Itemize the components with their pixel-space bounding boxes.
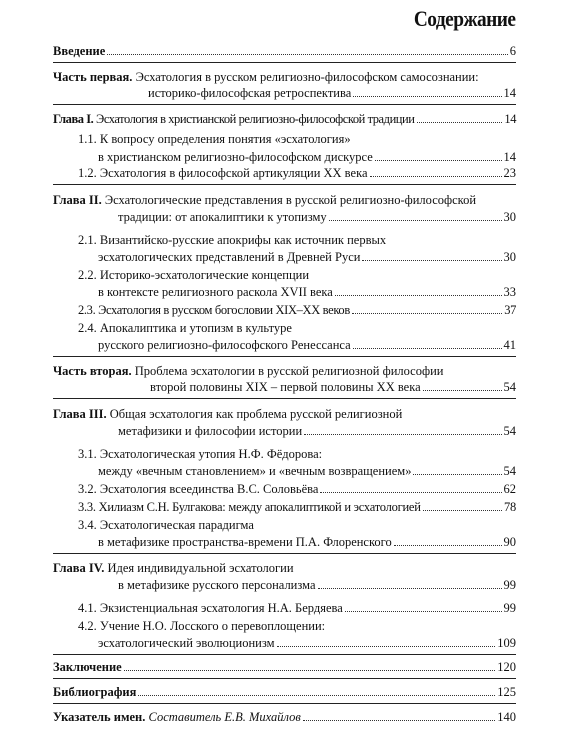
toc-label: Часть вторая. — [53, 364, 132, 378]
toc-label: Глава III. — [53, 407, 107, 421]
toc-entry-2-4-line1[interactable] — [78, 321, 516, 335]
separator — [53, 398, 516, 399]
toc-entry-3-1-line1[interactable] — [78, 447, 516, 461]
leader-dots — [394, 535, 502, 546]
toc-text: 2.3. Эсхатология в русском богословии XIX–XX веков — [78, 303, 350, 317]
leader-dots — [413, 464, 501, 475]
toc-entry-ch2-line2[interactable] — [118, 210, 516, 224]
toc-page: 14 — [504, 112, 516, 126]
toc-page: 99 — [503, 601, 516, 615]
toc-entry-2-3[interactable] — [78, 303, 516, 317]
toc-page: 54 — [503, 424, 516, 438]
toc-text: эсхатологический эволюционизм — [98, 636, 275, 650]
toc-label: Заключение — [53, 660, 122, 674]
leader-dots — [303, 710, 495, 721]
leader-dots — [304, 424, 501, 435]
toc-entry-ch1[interactable] — [53, 112, 516, 126]
page-title: Содержание — [413, 6, 515, 31]
toc-author: Составитель Е.В. Михайлов — [148, 710, 301, 724]
toc-entry-index[interactable] — [53, 710, 516, 724]
toc-entry-4-1[interactable] — [78, 601, 516, 615]
toc-entry-4-2-line2[interactable] — [98, 636, 516, 650]
toc-entry-ch2-line1[interactable] — [53, 193, 516, 207]
toc-entry-ch4-line2[interactable] — [118, 578, 516, 592]
toc-entry-intro[interactable] — [53, 44, 516, 58]
toc-page: 62 — [503, 482, 516, 496]
leader-dots — [107, 44, 507, 55]
leader-dots — [124, 660, 496, 671]
leader-dots — [277, 636, 496, 647]
leader-dots — [335, 285, 502, 296]
separator — [53, 184, 516, 185]
separator — [53, 104, 516, 105]
separator — [53, 678, 516, 679]
separator — [53, 553, 516, 554]
toc-text: эсхатологических представлений в Древней Руси — [98, 250, 361, 264]
toc-page: 23 — [503, 166, 516, 180]
toc-entry-3-4-line1[interactable] — [78, 518, 516, 532]
toc-text: Проблема эсхатологии в русской религиозной философии — [134, 364, 444, 378]
toc-text: 4.1. Экзистенциальная эсхатология Н.А. Бердяева — [78, 601, 343, 615]
toc-text: 4.2. Учение Н.О. Лосского о перевоплощении: — [78, 619, 326, 633]
toc-entry-part1-line2[interactable] — [148, 86, 516, 100]
toc-entry-part2-line1[interactable] — [53, 364, 516, 378]
toc-page: 14 — [503, 86, 516, 100]
toc-text: Общая эсхатология как проблема русской религиозной — [109, 407, 403, 421]
leader-dots — [352, 303, 502, 314]
toc-text: 1.1. К вопросу определения понятия «эсхатология» — [78, 132, 351, 146]
toc-page: 99 — [503, 578, 516, 592]
toc-page: 140 — [497, 710, 516, 724]
leader-dots — [345, 601, 502, 612]
toc-entry-3-1-line2[interactable] — [98, 464, 516, 478]
toc-entry-2-1-line2[interactable] — [98, 250, 516, 264]
toc-text: 3.2. Эсхатология всеединства В.С. Соловьёва — [78, 482, 319, 496]
separator — [53, 62, 516, 63]
toc-text: в метафизике русского персонализма — [118, 578, 316, 592]
toc-entry-ch3-line2[interactable] — [118, 424, 516, 438]
toc-page: 54 — [503, 380, 516, 394]
separator — [53, 703, 516, 704]
toc-text: 1.2. Эсхатология в философской артикуляции XX века — [78, 166, 368, 180]
toc-text: 3.3. Хилиазм С.Н. Булгакова: между апокалиптикой и эсхатологией — [78, 500, 421, 514]
toc-text: Идея индивидуальной эсхатологии — [107, 561, 294, 575]
toc-label: Глава II. — [53, 193, 102, 207]
toc-text: второй половины XIX – первой половины XX века — [150, 380, 421, 394]
toc-entry-1-2[interactable] — [78, 166, 516, 180]
toc-label: Введение — [53, 44, 106, 58]
toc-entry-part1-line1[interactable] — [53, 70, 516, 84]
leader-dots — [138, 685, 495, 696]
toc-entry-bibliography[interactable] — [53, 685, 516, 699]
separator — [53, 654, 516, 655]
toc-page: 33 — [503, 285, 516, 299]
toc-text: традиции: от апокалиптики к утопизму — [118, 210, 327, 224]
leader-dots — [320, 482, 501, 493]
toc-label: Указатель имен. — [53, 710, 146, 724]
leader-dots — [423, 380, 502, 391]
toc-page: 78 — [504, 500, 516, 514]
toc-entry-2-1-line1[interactable] — [78, 233, 516, 247]
toc-text: историко-философская ретроспектива — [148, 86, 352, 100]
toc-text: 2.4. Апокалиптика и утопизм в культуре — [78, 321, 292, 335]
toc-page: 41 — [503, 338, 516, 352]
toc-text: Эсхатологические представления в русской религиозно-философской — [104, 193, 477, 207]
toc-page: 30 — [503, 210, 516, 224]
leader-dots — [318, 578, 502, 589]
toc-page: 30 — [503, 250, 516, 264]
toc-entry-ch4-line1[interactable] — [53, 561, 516, 575]
toc-page: 109 — [497, 636, 516, 650]
toc-label: Часть первая. — [53, 70, 133, 84]
toc-entry-2-2-line2[interactable] — [98, 285, 516, 299]
toc-text: в контексте религиозного раскола XVII века — [98, 285, 333, 299]
toc-entry-3-4-line2[interactable] — [98, 535, 516, 549]
toc-text: в христианском религиозно-философском дискурсе — [98, 150, 373, 164]
toc-text: 2.2. Историко-эсхатологические концепции — [78, 268, 310, 282]
toc-page: 6 — [509, 44, 516, 58]
toc-text: между «вечным становлением» и «вечным возвращением» — [98, 464, 412, 478]
toc-entry-1-1-line1[interactable] — [78, 132, 516, 146]
leader-dots — [353, 86, 501, 97]
toc-entry-conclusion[interactable] — [53, 660, 516, 674]
leader-dots — [375, 150, 502, 161]
leader-dots — [362, 250, 501, 261]
leader-dots — [417, 112, 503, 123]
leader-dots — [370, 166, 502, 177]
toc-text: метафизики и философии истории — [118, 424, 303, 438]
toc-page: 90 — [503, 535, 516, 549]
toc-page: 120 — [497, 660, 516, 674]
toc-entry-2-2-line1[interactable] — [78, 268, 516, 282]
toc-entry-ch3-line1[interactable] — [53, 407, 516, 421]
toc-page: 54 — [503, 464, 516, 478]
toc-text: русского религиозно-философского Ренессанса — [98, 338, 351, 352]
toc-entry-1-1-line2[interactable] — [98, 150, 516, 164]
toc-entry-3-3[interactable] — [78, 500, 516, 514]
toc-text: в метафизике пространства-времени П.А. Флоренского — [98, 535, 392, 549]
toc-entry-4-2-line1[interactable] — [78, 619, 516, 633]
toc-page: 125 — [497, 685, 516, 699]
leader-dots — [423, 500, 502, 511]
leader-dots — [353, 338, 502, 349]
toc-page: 37 — [504, 303, 516, 317]
toc-text: Эсхатология в христианской религиозно-философской традиции — [96, 112, 415, 126]
toc-label: Глава I. — [53, 112, 94, 126]
toc-text: 2.1. Византийско-русские апокрифы как источник первых — [78, 233, 387, 247]
toc-entry-2-4-line2[interactable] — [98, 338, 516, 352]
toc-entry-part2-line2[interactable] — [150, 380, 516, 394]
toc-text: Эсхатология в русском религиозно-философском самосознании: — [135, 70, 479, 84]
separator — [53, 356, 516, 357]
toc-label: Библиография — [53, 685, 137, 699]
toc-entry-3-2[interactable] — [78, 482, 516, 496]
leader-dots — [329, 210, 502, 221]
toc-text: 3.1. Эсхатологическая утопия Н.Ф. Фёдорова: — [78, 447, 323, 461]
toc-page: 14 — [503, 150, 516, 164]
toc-text: 3.4. Эсхатологическая парадигма — [78, 518, 254, 532]
toc-label: Глава IV. — [53, 561, 105, 575]
